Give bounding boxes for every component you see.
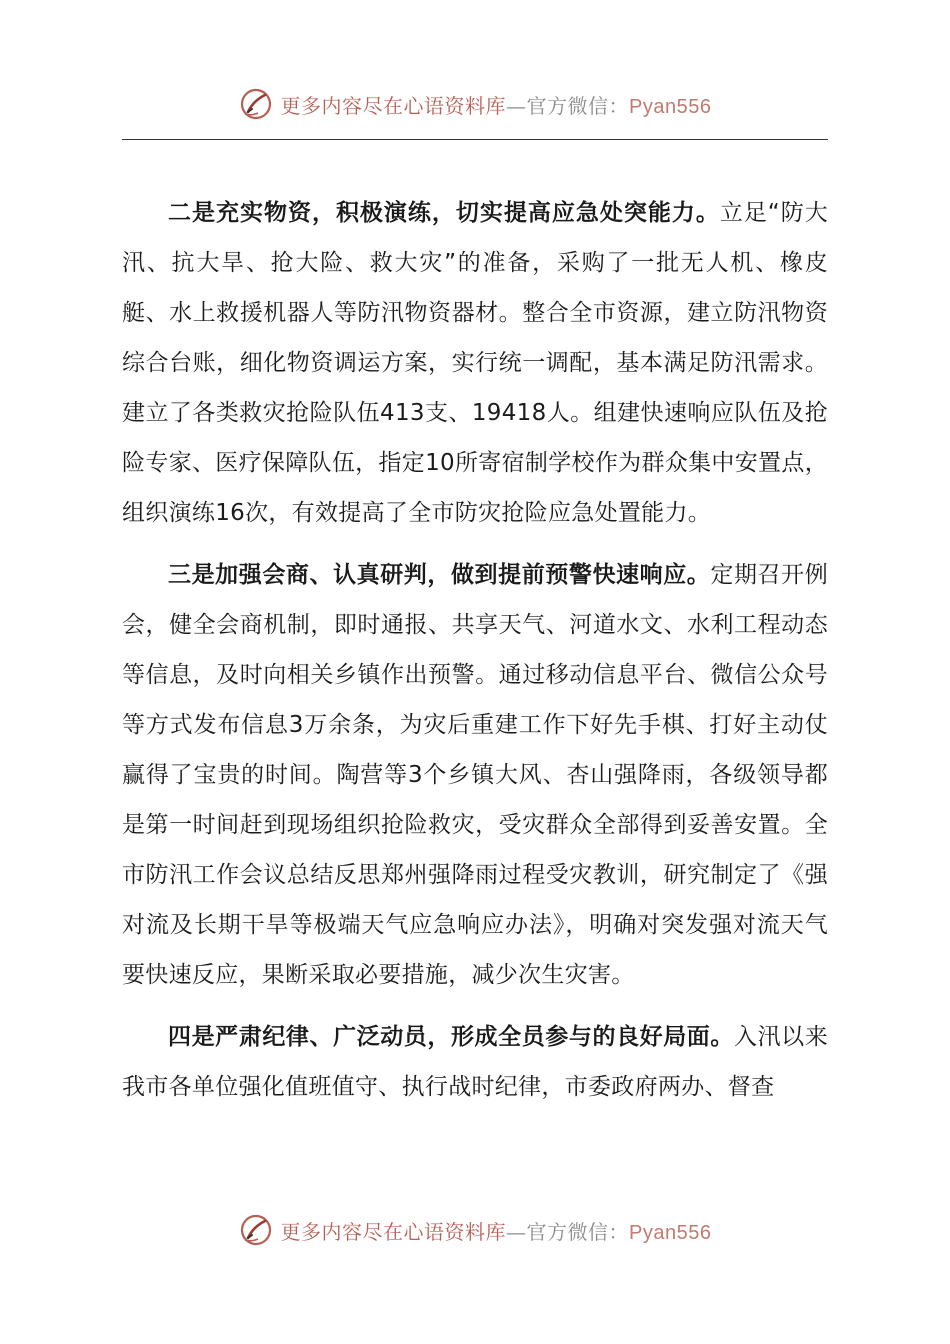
- header-divider: [122, 139, 828, 140]
- paragraph-4: [122, 1012, 828, 1112]
- paragraph-3: [122, 550, 828, 1000]
- paragraph-body: 定期召开例会，健全会商机制，即时通报、共享天气、河道水文、水利工程动态等信息，及时向相关乡镇作出预警。通过移动信息平台、微信公众号等方式发布信息3万余条，为灾后重建工作下好先手棋、打好主动仗赢得了宝贵的时间。陶营等3个乡镇大风、杏山强降雨，各级领导都是第一时间赶到现场组织抢险救灾，受灾群众全部得到妥善安置。全市防汛工作会议总结反思郑州强降雨过程受灾教训，研究制定了《强对流及长期干旱等极端天气应急响应办法》，明确对突发强对流天气要快速反应，果断采取必要措施，减少次生灾害。: [122, 562, 828, 988]
- brand-separator: —: [506, 93, 527, 118]
- paragraph-lead: 四是严肃纪律、广泛动员，形成全员参与的良好局面。: [168, 1024, 734, 1050]
- pen-logo-icon: [239, 87, 273, 121]
- brand-name: 更多内容尽在心语资料库: [280, 93, 507, 118]
- wechat-id: Pyan556: [629, 1221, 712, 1244]
- paragraph-body: 立足“防大汛、抗大旱、抢大险、救大灾”的准备，采购了一批无人机、橡皮艇、水上救援机器人等防汛物资器材。整合全市资源，建立防汛物资综合台账，细化物资调运方案，实行统一调配，基本满足防汛需求。建立了各类救灾抢险队伍413支、19418人。组建快速响应队伍及抢险专家、医疗保障队伍，指定10所寄宿制学校作为群众集中安置点，组织演练16次，有效提高了全市防灾抢险应急处置能力。: [122, 200, 828, 526]
- header-brand: [0, 84, 950, 124]
- footer-brand-text: [281, 1216, 712, 1245]
- footer-brand: [0, 1210, 950, 1250]
- wechat-label: 官方微信：: [526, 1221, 630, 1244]
- pen-logo-icon: [239, 1213, 273, 1247]
- document-body: [122, 188, 828, 1124]
- paragraph-body: 入汛以来我市各单位强化值班值守、执行战时纪律，市委政府两办、督查: [122, 1024, 828, 1100]
- header-brand-text: [281, 90, 712, 119]
- wechat-id: Pyan556: [629, 95, 712, 118]
- paragraph-2: [122, 188, 828, 538]
- paragraph-lead: 三是加强会商、认真研判，做到提前预警快速响应。: [168, 562, 711, 588]
- brand-separator: —: [506, 1219, 527, 1244]
- wechat-label: 官方微信：: [526, 95, 630, 118]
- brand-name: 更多内容尽在心语资料库: [280, 1219, 507, 1244]
- paragraph-lead: 二是充实物资，积极演练，切实提高应急处突能力。: [168, 200, 720, 226]
